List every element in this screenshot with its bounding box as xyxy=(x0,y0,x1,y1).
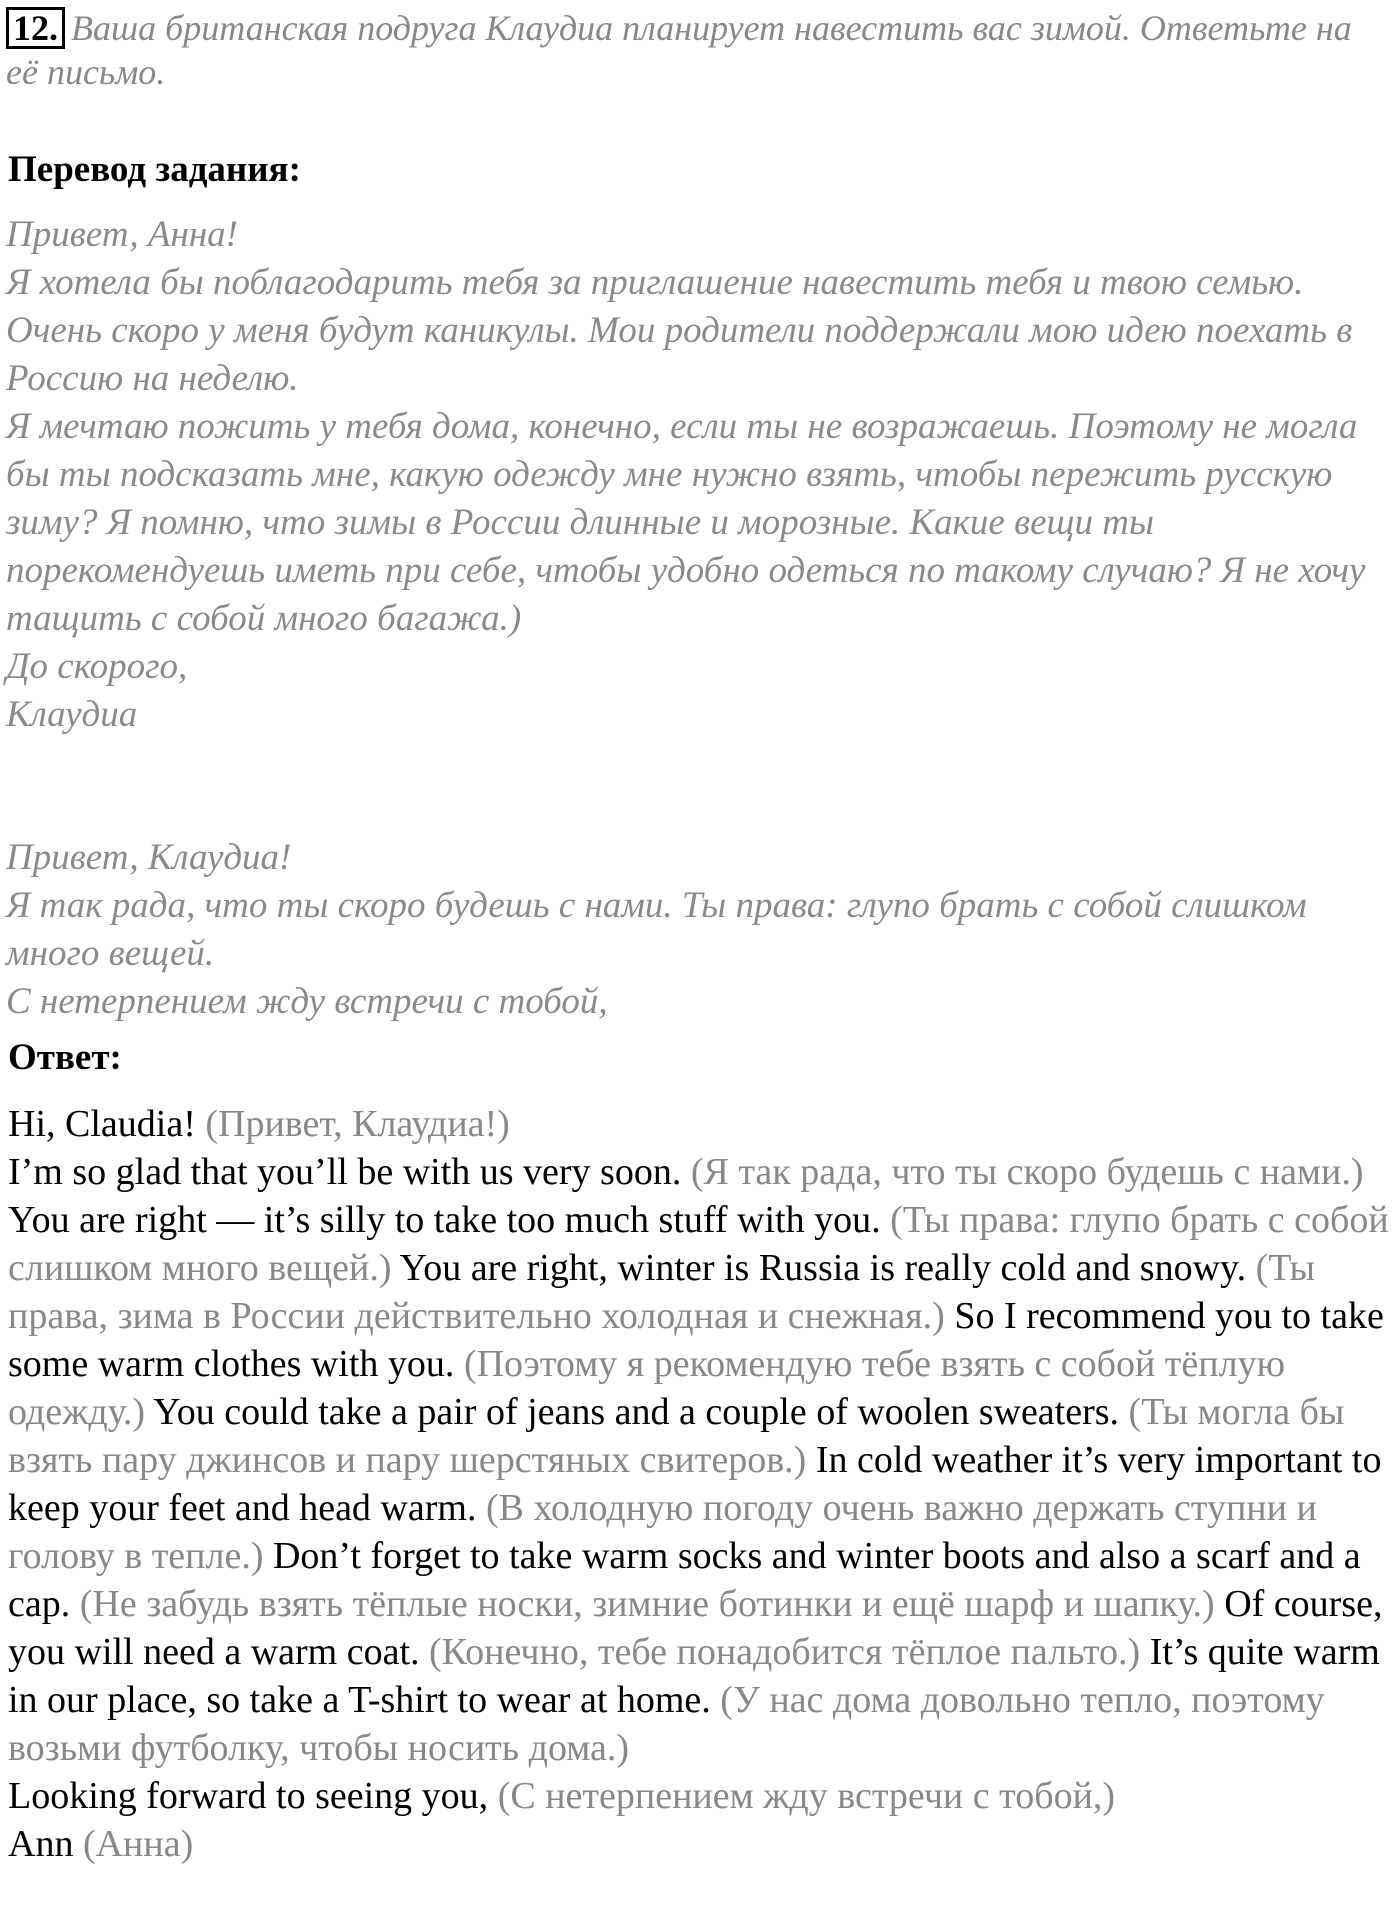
answer-sentence-ru: (Не забудь взять тёплые носки, зимние ботинки и ещё шарф и шапку.) xyxy=(79,1583,1215,1625)
answer-closing-ru: (С нетерпением жду встречи с тобой,) xyxy=(497,1775,1116,1817)
answer-sentence-ru: (Поэтому я рекомендую тебе взять с собой тёплую одежду.) xyxy=(8,1343,1285,1433)
letter-paragraph-1: Я хотела бы поблагодарить тебя за приглашение навестить тебя и твою семью. Очень скоро у меня будут каникулы. Мои родители поддержали мою идею поехать в Россию на неделю. xyxy=(6,262,1353,399)
letter-paragraph-2: Я мечтаю пожить у тебя дома, конечно, если ты не возражаешь. Поэтому не могла бы ты подсказать мне, какую одежду мне нужно взять, чтобы пережить русскую зиму? Я помню, что зимы в России длинные и морозные. Какие вещи ты порекомендуешь иметь при себе, чтобы удобно одеться по такому случаю? Я не хочу тащить с собой много багажа.) xyxy=(6,406,1366,639)
translation-heading: Перевод задания: xyxy=(8,149,301,190)
answer-sentence-en: I’m so glad that you’ll be with us very soon. xyxy=(8,1151,682,1193)
draft-reply xyxy=(6,834,1392,1026)
answer-sentence-en: Of course, you will need a warm coat. xyxy=(8,1583,1383,1673)
answer-sentence-ru: (Ты права: глупо брать с собой слишком много вещей.) xyxy=(8,1199,1389,1289)
answer-greeting-en: Hi, Claudia! xyxy=(8,1103,196,1145)
answer-signature-ru: (Анна) xyxy=(82,1823,194,1865)
letter-greeting: Привет, Анна! xyxy=(6,214,238,255)
task-number: 12. xyxy=(6,7,65,49)
letter-signature: Клаудиа xyxy=(6,694,138,735)
answer-greeting xyxy=(8,1100,1392,1148)
answer-greeting-ru: (Привет, Клаудиа!) xyxy=(205,1103,510,1145)
answer-heading: Ответ: xyxy=(8,1037,122,1078)
task-instruction: Ваша британская подруга Клаудиа планирует навестить вас зимой. Ответьте на её письмо. xyxy=(6,8,1352,92)
claudia-letter xyxy=(6,211,1392,739)
answer-signature xyxy=(8,1820,1392,1868)
answer-signature-en: Ann xyxy=(8,1823,74,1865)
answer-sentence-ru: (В холодную погоду очень важно держать ступни и голову в тепле.) xyxy=(8,1487,1317,1577)
answer-closing xyxy=(8,1772,1392,1820)
answer-sentence-ru: (У нас дома довольно тепло, поэтому возьми футболку, чтобы носить дома.) xyxy=(8,1679,1325,1769)
answer-sentence-ru: (Ты могла бы взять пару джинсов и пару шерстяных свитеров.) xyxy=(8,1391,1345,1481)
draft-closing: С нетерпением жду встречи с тобой, xyxy=(6,981,608,1022)
answer-sentence-en: In cold weather it’s very important to keep your feet and head warm. xyxy=(8,1439,1382,1529)
draft-paragraph: Я так рада, что ты скоро будешь с нами. Ты права: глупо брать с собой слишком много вещей. xyxy=(6,885,1307,974)
answer-sentence-en: You are right — it’s silly to take too much stuff with you. xyxy=(8,1199,881,1241)
answer-text xyxy=(8,1100,1392,1868)
answer-sentence-en: Don’t forget to take warm socks and winter boots and also a scarf and a cap. xyxy=(8,1535,1361,1625)
letter-closing: До скорого, xyxy=(6,646,188,687)
answer-body xyxy=(8,1148,1392,1772)
answer-closing-en: Looking forward to seeing you, xyxy=(8,1775,489,1817)
draft-greeting: Привет, Клаудиа! xyxy=(6,837,292,878)
answer-sentence-ru: (Ты права, зима в России действительно холодная и снежная.) xyxy=(8,1247,1316,1337)
task-header xyxy=(6,6,1392,94)
answer-sentence-ru: (Конечно, тебе понадобится тёплое пальто.) xyxy=(429,1631,1141,1673)
answer-sentence-en: So I recommend you to take some warm clothes with you. xyxy=(8,1295,1384,1385)
answer-sentence-en: It’s quite warm in our place, so take a T-shirt to wear at home. xyxy=(8,1631,1380,1721)
answer-sentence-ru: (Я так рада, что ты скоро будешь с нами.) xyxy=(690,1151,1364,1193)
answer-sentence-en: You are right, winter is Russia is really cold and snowy. xyxy=(399,1247,1247,1289)
answer-sentence-en: You could take a pair of jeans and a couple of woolen sweaters. xyxy=(153,1391,1120,1433)
